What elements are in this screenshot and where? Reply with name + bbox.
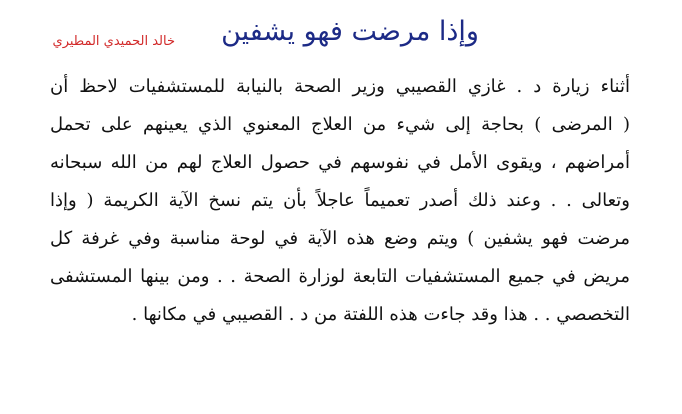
paragraph-line: مرضت فهو يشفين ) ويتم وضع هذه الآية في لوحة مناسبة وفي غرفة كل bbox=[50, 228, 630, 249]
paragraph-line: وتعالى . . وعند ذلك أصدر تعميماً عاجلاً بأن يتم نسخ الآية الكريمة ( وإذا bbox=[50, 190, 630, 211]
page-title: وإذا مرضت فهو يشفين bbox=[221, 16, 479, 47]
paragraph-line: أمراضهم ، ويقوى الأمل في نفوسهم في حصول العلاج لهم من الله سبحانه bbox=[50, 152, 630, 173]
article-body bbox=[50, 68, 630, 334]
author-name: خالد الحميدي المطيري bbox=[52, 34, 175, 49]
paragraph-line: ( المرضى ) بحاجة إلى شيء من العلاج المعنوي الذي يعينهم على تحمل bbox=[50, 114, 630, 135]
paragraph-line: مريض في جميع المستشفيات التابعة لوزارة الصحة . . ومن بينها المستشفى bbox=[50, 266, 630, 287]
paragraph-line: التخصصي . . هذا وقد جاءت هذه اللفتة من د . القصيبي في مكانها . bbox=[131, 304, 630, 325]
paragraph-line: أثناء زيارة د . غازي القصيبي وزير الصحة بالنيابة للمستشفيات لاحظ أن bbox=[50, 76, 630, 97]
